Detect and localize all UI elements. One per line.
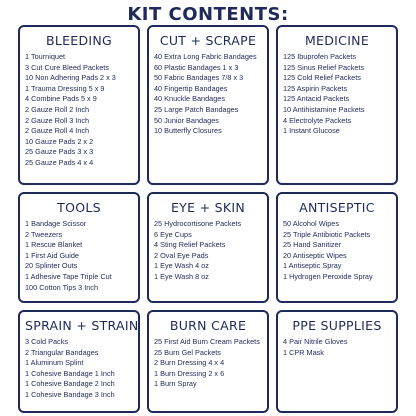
list-item: 4 Combine Pads 5 x 9 — [25, 94, 97, 104]
list-item: 4 Sting Relief Packets — [154, 240, 226, 250]
section-tools — [18, 192, 140, 303]
list-item: 1 Adhesive Tape Triple Cut — [25, 271, 112, 281]
list-item: 1 Tourniquet — [25, 52, 66, 61]
page-title: KIT CONTENTS: — [127, 4, 289, 25]
list-item: 1 Cohesive Bandage 3 Inch — [25, 389, 115, 399]
list-item: 25 Burn Gel Packets — [154, 347, 221, 357]
section-title: BLEEDING — [45, 33, 113, 48]
list-item: 50 Alcohol Wipes — [283, 219, 339, 228]
list-item: 1 Burn Spray — [154, 379, 197, 389]
section-title: MEDICINE — [304, 33, 370, 48]
list-item: 100 Cotton Tips 3 Inch — [25, 282, 99, 292]
list-item: 125 Sinus Relief Packets — [283, 62, 365, 72]
list-item: 1 Hydrogen Peroxide Spray — [283, 271, 373, 281]
section-eye-skin — [147, 192, 269, 303]
list-item: 2 Burn Dressing 4 x 4 — [154, 358, 225, 368]
item-list — [283, 219, 391, 283]
list-item: 1 CPR Mask — [283, 347, 324, 357]
list-item: 2 Triangular Bandages — [25, 347, 99, 357]
list-item: 25 Large Patch Bandages — [154, 104, 239, 114]
list-item: 2 Tweezers — [25, 229, 63, 239]
list-item: 40 Knuckle Bandages — [154, 94, 225, 104]
list-item: 2 Gauze Roll 3 Inch — [25, 115, 90, 125]
item-list — [283, 52, 391, 137]
item-list — [25, 337, 133, 401]
list-item: 1 Bandage Scissor — [25, 219, 87, 228]
list-item: 1 Eye Wash 8 oz — [154, 271, 209, 281]
item-list — [25, 52, 133, 169]
section-bleeding — [18, 25, 140, 185]
section-cut-scrape — [147, 25, 269, 185]
section-burn-care — [147, 310, 269, 413]
section-antiseptic — [276, 192, 398, 303]
list-item: 20 Antiseptic Wipes — [283, 250, 347, 260]
list-item: 25 Hand Sanitizer — [283, 240, 342, 250]
list-item: 10 Non Adhering Pads 2 x 3 — [25, 73, 116, 83]
list-item: 3 Cold Packs — [25, 337, 68, 346]
list-item: 25 Hydrocortisone Packets — [154, 219, 242, 228]
list-item: 4 Pair Nitrile Gloves — [283, 337, 348, 346]
list-item: 1 Rescue Blanket — [25, 240, 83, 250]
list-item: 1 Antiseptic Spray — [283, 261, 342, 271]
section-ppe-supplies — [276, 310, 398, 413]
section-title: BURN CARE — [169, 318, 247, 333]
list-item: 50 Fabric Bandages 7/8 x 3 — [154, 73, 244, 83]
list-item: 2 Gauze Roll 4 Inch — [25, 126, 90, 136]
item-list — [154, 337, 262, 390]
item-list — [154, 52, 262, 137]
list-item: 40 Extra Long Fabric Bandages — [154, 52, 257, 61]
list-item: 20 Splinter Outs — [25, 261, 78, 271]
section-title: CUT + SCRAPE — [159, 33, 257, 48]
item-list — [25, 219, 133, 293]
list-item: 1 Aluminum Splint — [25, 358, 84, 368]
list-item: 125 Aspirin Packets — [283, 83, 348, 93]
item-list — [283, 337, 391, 358]
section-sprain-strain — [18, 310, 140, 413]
list-item: 25 First Aid Burn Cream Packets — [154, 337, 260, 346]
section-title: PPE SUPPLIES — [292, 318, 382, 333]
list-item: 1 Eye Wash 4 oz — [154, 261, 209, 271]
kit-contents-grid — [18, 25, 398, 413]
list-item: 25 Gauze Pads 3 x 3 — [25, 147, 94, 157]
list-item: 1 Cohesive Bandage 2 Inch — [25, 379, 115, 389]
section-medicine — [276, 25, 398, 185]
list-item: 125 Cold Relief Packets — [283, 73, 361, 83]
list-item: 40 Fingertip Bandages — [154, 83, 228, 93]
list-item: 1 Trauma Dressing 5 x 9 — [25, 83, 105, 93]
list-item: 10 Gauze Pads 2 x 2 — [25, 136, 94, 146]
list-item: 2 Oval Eye Pads — [154, 250, 209, 260]
section-title: SPRAIN + STRAIN — [25, 318, 139, 333]
list-item: 10 Antihistamine Packets — [283, 104, 365, 114]
list-item: 125 Ibuprofen Packets — [283, 52, 357, 61]
list-item: 1 Burn Dressing 2 x 6 — [154, 368, 225, 378]
section-title: ANTISEPTIC — [299, 200, 375, 215]
item-list — [154, 219, 262, 283]
list-item: 50 Junior Bandages — [154, 115, 219, 125]
list-item: 125 Antacid Packets — [283, 94, 350, 104]
list-item: 1 Instant Glucose — [283, 126, 340, 136]
list-item: 2 Gauze Roll 2 Inch — [25, 104, 90, 114]
list-item: 6 Eye Cups — [154, 229, 192, 239]
list-item: 1 Cohesive Bandage 1 Inch — [25, 368, 115, 378]
list-item: 10 Butterfly Closures — [154, 126, 222, 136]
list-item: 4 Electrolyte Packets — [283, 115, 352, 125]
list-item: 25 Gauze Pads 4 x 4 — [25, 157, 94, 167]
list-item: 60 Plastic Bandages 1 x 3 — [154, 62, 239, 72]
list-item: 3 Cut Cure Bleed Packets — [25, 62, 109, 72]
section-title: EYE + SKIN — [170, 200, 246, 215]
section-title: TOOLS — [57, 200, 101, 215]
list-item: 25 Triple Antibiotic Packets — [283, 229, 371, 239]
list-item: 1 First Aid Guide — [25, 250, 79, 260]
